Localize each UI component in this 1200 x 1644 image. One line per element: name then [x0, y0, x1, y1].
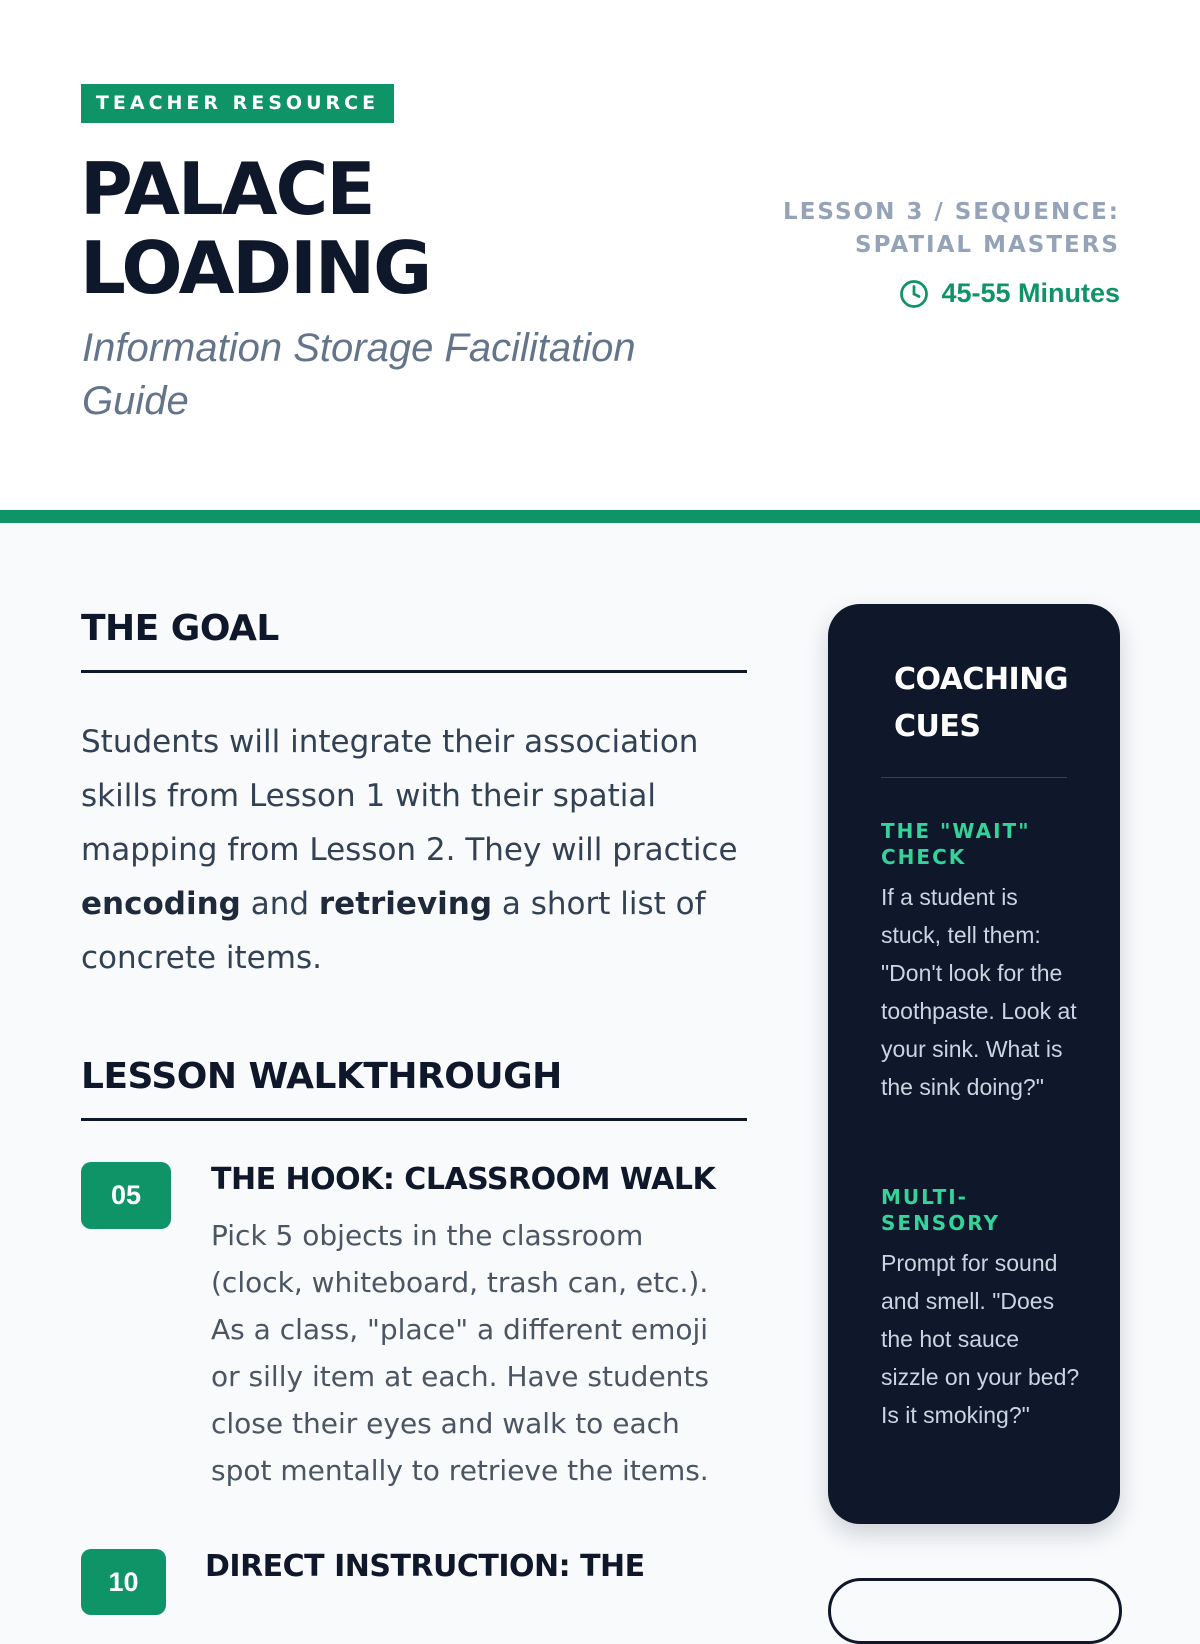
cue-text: If a student is stuck, tell them: "Don't look for the toothpaste. Look at your sink. What is the sink doing?" [881, 884, 1077, 1100]
step-title: DIRECT INSTRUCTION: THE [205, 1549, 645, 1584]
sidebar-next-card [828, 1578, 1122, 1644]
coaching-cues-card [828, 604, 1120, 1524]
page-subtitle: Information Storage Facilitation Guide [82, 326, 636, 423]
page-header [0, 0, 1200, 510]
step-minutes-badge: 10 [81, 1549, 166, 1615]
resource-badge: TEACHER RESOURCE [81, 84, 394, 123]
cue-label: MULTI-SENSORY [881, 1185, 1000, 1235]
goal-text-3: a short list of concrete items. [81, 886, 706, 976]
step-title: THE HOOK: CLASSROOM WALK [211, 1162, 716, 1197]
goal-divider [81, 670, 747, 673]
goal-bold-retrieving: retrieving [318, 886, 493, 922]
goal-paragraph [81, 715, 741, 985]
coaching-cues-heading: COACHING CUES [894, 662, 1068, 744]
coaching-cues-divider [881, 777, 1067, 778]
lesson-sequence-label: LESSON 3 / SEQUENCE: SPATIAL MASTERS [783, 199, 1120, 258]
goal-bold-encoding: encoding [81, 886, 241, 922]
walkthrough-divider [81, 1118, 747, 1121]
title-line-1: PALACE [80, 147, 374, 231]
clock-icon [899, 279, 929, 309]
page-title [80, 147, 431, 310]
title-line-2: LOADING [80, 226, 431, 310]
cue-text: Prompt for sound and smell. "Does the hot sauce sizzle on your bed? Is it smoking?" [881, 1250, 1080, 1428]
step-body: Pick 5 objects in the classroom (clock, whiteboard, trash can, etc.). As a class, "place" a different emoji or silly item at each. Have students close their eyes and walk to each spot mentally to retrieve the items. [211, 1219, 709, 1487]
cue-label: THE "WAIT" CHECK [881, 819, 1031, 869]
goal-text-2: and [240, 886, 319, 922]
walkthrough-heading: LESSON WALKTHROUGH [81, 1056, 562, 1097]
duration-info [899, 278, 1120, 309]
goal-text-1: Students will integrate their association skills from Lesson 1 with their spatial mapping from Lesson 2. They will practice [81, 724, 738, 868]
header-divider [0, 510, 1200, 523]
goal-heading: THE GOAL [81, 608, 279, 649]
duration-text: 45-55 Minutes [941, 278, 1120, 308]
step-minutes-badge: 05 [81, 1162, 171, 1229]
